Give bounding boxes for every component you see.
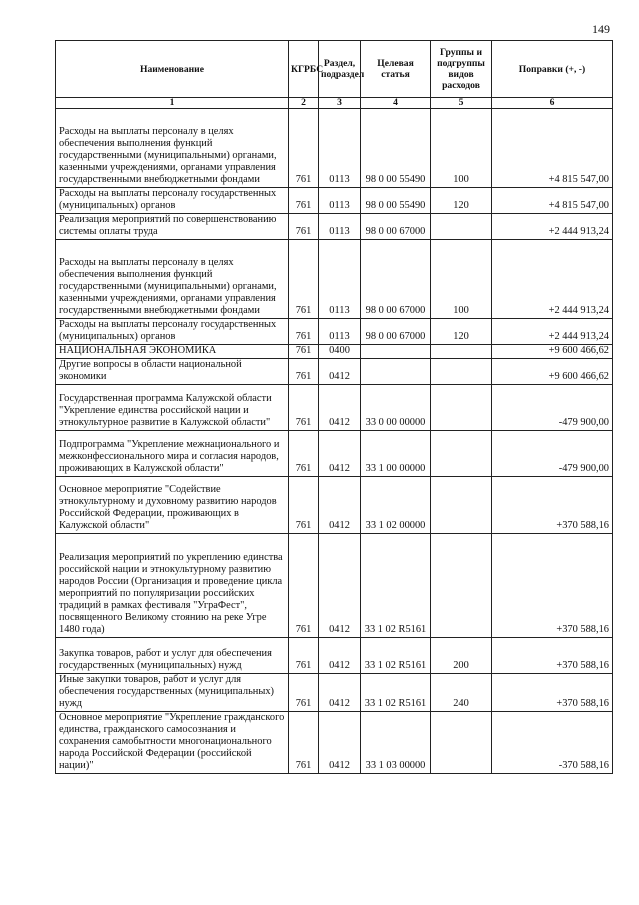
header-amendment: Поправки (+, -)	[492, 41, 613, 98]
cell-name: Другие вопросы в области национальной экономики	[56, 359, 289, 385]
cell-target: 33 1 02 00000	[361, 477, 431, 534]
cell-group	[431, 214, 492, 240]
cell-group	[431, 345, 492, 359]
cell-ktrbs: 761	[289, 214, 319, 240]
cell-section: 0113	[319, 109, 361, 188]
index-4: 4	[361, 98, 431, 109]
index-6: 6	[492, 98, 613, 109]
cell-ktrbs: 761	[289, 240, 319, 319]
table-row	[56, 319, 613, 345]
cell-section: 0412	[319, 712, 361, 774]
cell-ktrbs: 761	[289, 359, 319, 385]
cell-amendment: -479 900,00	[492, 431, 613, 477]
cell-section: 0412	[319, 385, 361, 431]
table-row	[56, 477, 613, 534]
cell-amendment: +2 444 913,24	[492, 214, 613, 240]
cell-amendment: +370 588,16	[492, 638, 613, 674]
cell-group: 120	[431, 319, 492, 345]
cell-name: Расходы на выплаты персоналу государственных (муниципальных) органов	[56, 319, 289, 345]
cell-name: Основное мероприятие "Содействие этнокультурному и духовному развитию народов Российской Федерации, проживающих в Калужской области"	[56, 477, 289, 534]
cell-group	[431, 431, 492, 477]
cell-amendment: +370 588,16	[492, 674, 613, 712]
cell-amendment: +4 815 547,00	[492, 109, 613, 188]
cell-name: Основное мероприятие "Укрепление гражданского единства, гражданского самосознания и сохранения самобытности многонационального народа Российской Федерации (российской нации)"	[56, 712, 289, 774]
table-row	[56, 345, 613, 359]
cell-ktrbs: 761	[289, 431, 319, 477]
table-row	[56, 712, 613, 774]
cell-group	[431, 712, 492, 774]
table-row	[56, 359, 613, 385]
cell-group: 200	[431, 638, 492, 674]
cell-group: 240	[431, 674, 492, 712]
index-1: 1	[56, 98, 289, 109]
cell-section: 0412	[319, 638, 361, 674]
table-row	[56, 188, 613, 214]
cell-amendment: +9 600 466,62	[492, 345, 613, 359]
cell-ktrbs: 761	[289, 712, 319, 774]
cell-amendment: +370 588,16	[492, 534, 613, 638]
cell-ktrbs: 761	[289, 109, 319, 188]
column-index-row	[56, 98, 613, 109]
table-row	[56, 674, 613, 712]
table-row	[56, 534, 613, 638]
cell-name: Расходы на выплаты персоналу в целях обеспечения выполнения функций государственными (муниципальными) органами, казенными учреждениями, органами управления государственными внебюджетными фондами	[56, 240, 289, 319]
cell-target: 33 0 00 00000	[361, 385, 431, 431]
cell-name: Реализация мероприятий по укреплению единства российской нации и этнокультурному развитию народов России (Организация и проведение цикла мероприятий по популяризации российских традиций в рамках фестиваля "УграФест", посвященного Великому стоянию на реке Угре 1480 года)	[56, 534, 289, 638]
cell-amendment: +2 444 913,24	[492, 240, 613, 319]
cell-group	[431, 534, 492, 638]
index-5: 5	[431, 98, 492, 109]
cell-target: 33 1 02 R5161	[361, 674, 431, 712]
cell-section: 0400	[319, 345, 361, 359]
cell-section: 0412	[319, 534, 361, 638]
cell-section: 0412	[319, 477, 361, 534]
cell-target: 33 1 03 00000	[361, 712, 431, 774]
header-section: Раздел, подраздел	[319, 41, 361, 98]
table-row	[56, 109, 613, 188]
table-row	[56, 638, 613, 674]
cell-ktrbs: 761	[289, 319, 319, 345]
table-header	[56, 41, 613, 109]
cell-section: 0113	[319, 188, 361, 214]
cell-section: 0113	[319, 240, 361, 319]
cell-amendment: -479 900,00	[492, 385, 613, 431]
table-body	[56, 109, 613, 774]
cell-ktrbs: 761	[289, 477, 319, 534]
index-2: 2	[289, 98, 319, 109]
cell-target	[361, 359, 431, 385]
cell-amendment: +9 600 466,62	[492, 359, 613, 385]
cell-section: 0412	[319, 674, 361, 712]
cell-name: Реализация мероприятий по совершенствованию системы оплаты труда	[56, 214, 289, 240]
cell-ktrbs: 761	[289, 674, 319, 712]
cell-target	[361, 345, 431, 359]
cell-target: 98 0 00 55490	[361, 188, 431, 214]
table-row	[56, 240, 613, 319]
cell-name: Иные закупки товаров, работ и услуг для обеспечения государственных (муниципальных) нужд	[56, 674, 289, 712]
cell-section: 0113	[319, 319, 361, 345]
cell-group: 100	[431, 240, 492, 319]
index-3: 3	[319, 98, 361, 109]
cell-name: НАЦИОНАЛЬНАЯ ЭКОНОМИКА	[56, 345, 289, 359]
header-target: Целевая статья	[361, 41, 431, 98]
header-ktrbs: КГРБС	[289, 41, 319, 98]
cell-ktrbs: 761	[289, 345, 319, 359]
table-row	[56, 385, 613, 431]
cell-group: 100	[431, 109, 492, 188]
cell-group: 120	[431, 188, 492, 214]
cell-target: 33 1 00 00000	[361, 431, 431, 477]
cell-section: 0412	[319, 431, 361, 477]
cell-group	[431, 385, 492, 431]
cell-section: 0412	[319, 359, 361, 385]
cell-name: Расходы на выплаты персоналу государственных (муниципальных) органов	[56, 188, 289, 214]
cell-section: 0113	[319, 214, 361, 240]
table-row	[56, 431, 613, 477]
cell-group	[431, 477, 492, 534]
cell-amendment: +2 444 913,24	[492, 319, 613, 345]
header-row	[56, 41, 613, 98]
cell-target: 98 0 00 67000	[361, 214, 431, 240]
cell-target: 98 0 00 55490	[361, 109, 431, 188]
cell-ktrbs: 761	[289, 638, 319, 674]
cell-ktrbs: 761	[289, 188, 319, 214]
cell-target: 33 1 02 R5161	[361, 638, 431, 674]
cell-name: Подпрограмма "Укрепление межнационального и межконфессионального мира и согласия народов, проживающих в Калужской области"	[56, 431, 289, 477]
page-number: 149	[592, 22, 610, 36]
header-name: Наименование	[56, 41, 289, 98]
cell-amendment: +370 588,16	[492, 477, 613, 534]
cell-name: Расходы на выплаты персоналу в целях обеспечения выполнения функций государственными (муниципальными) органами, казенными учреждениями, органами управления государственными внебюджетными фондами	[56, 109, 289, 188]
table-row	[56, 214, 613, 240]
cell-target: 98 0 00 67000	[361, 240, 431, 319]
cell-amendment: +4 815 547,00	[492, 188, 613, 214]
cell-name: Государственная программа Калужской области "Укрепление единства российской нации и этнокультурное развитие в Калужской области"	[56, 385, 289, 431]
cell-target: 33 1 02 R5161	[361, 534, 431, 638]
cell-group	[431, 359, 492, 385]
budget-amendments-table	[55, 40, 613, 774]
cell-target: 98 0 00 67000	[361, 319, 431, 345]
cell-ktrbs: 761	[289, 534, 319, 638]
cell-name: Закупка товаров, работ и услуг для обеспечения государственных (муниципальных) нужд	[56, 638, 289, 674]
cell-amendment: -370 588,16	[492, 712, 613, 774]
header-group: Группы и подгруппы видов расходов	[431, 41, 492, 98]
cell-ktrbs: 761	[289, 385, 319, 431]
